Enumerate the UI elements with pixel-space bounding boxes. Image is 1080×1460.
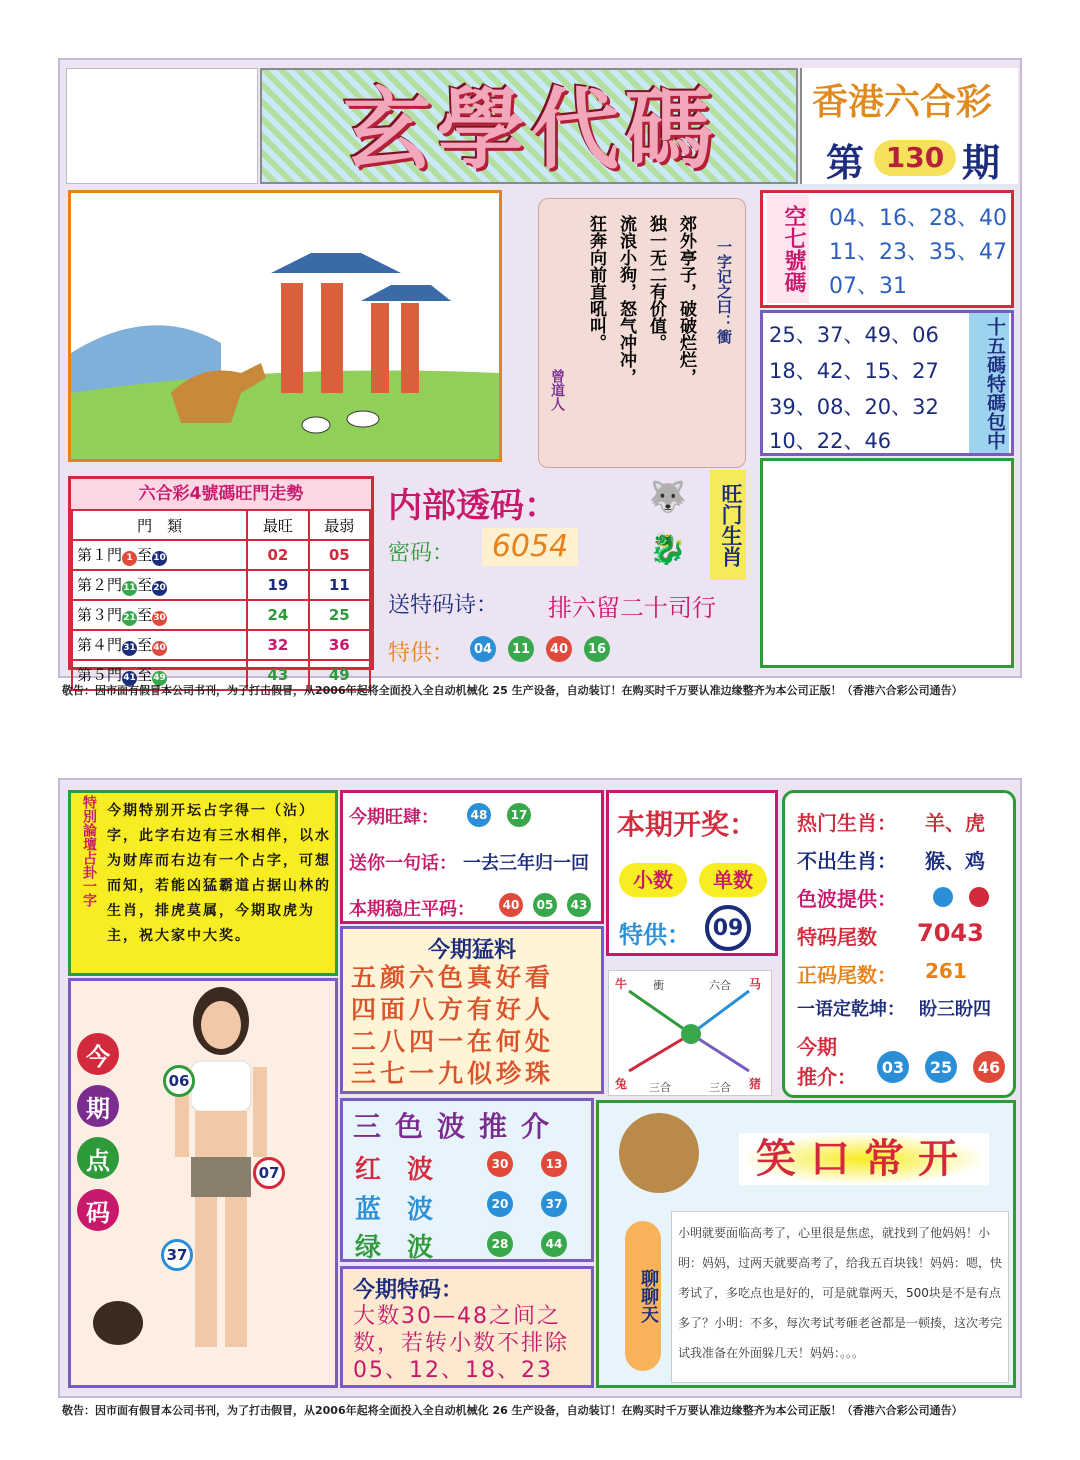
zone-cold: 49 bbox=[309, 660, 370, 690]
zone-to-ball: 40 bbox=[152, 641, 167, 656]
dianma-box bbox=[68, 978, 338, 1388]
blue-dot-icon bbox=[933, 887, 953, 907]
poem-heading: 一字记之曰：衝 bbox=[715, 239, 733, 344]
zone-to: 至 bbox=[137, 636, 153, 655]
wave-title: 三色波推介 bbox=[353, 1110, 564, 1143]
blank-corner bbox=[66, 68, 258, 184]
dianma-ball-1: 06 bbox=[163, 1065, 195, 1097]
right-info-box bbox=[782, 790, 1016, 1098]
wave-blue-label: 蓝 波 bbox=[355, 1195, 434, 1225]
zone-cell bbox=[72, 630, 247, 660]
compass-label-chong: 衝 bbox=[653, 979, 664, 992]
laugh-story: 小明就要面临高考了，心里很是焦虑，就找到了他妈妈！小明：妈妈，过两天就要高考了，给我五百块钱！妈妈：嗯，快考试了，多吃点也是好的，可是就靠两天，500块是不是有点多了？小明：不多，每次考试考砸老爸都是一顿揍，这次考完试我准备在外面躲几天！妈妈：。。。 bbox=[671, 1211, 1009, 1383]
wave-red-ball-2: 13 bbox=[541, 1151, 567, 1177]
fifteen-row-1: 25、37、49、06 bbox=[769, 323, 939, 347]
secret-code: 6054 bbox=[482, 528, 578, 566]
zone-from-ball: 41 bbox=[122, 671, 137, 686]
kongqi-row-1: 04、16、28、40 bbox=[829, 206, 1007, 231]
laugh-box bbox=[596, 1100, 1016, 1388]
poem-scroll bbox=[538, 198, 746, 468]
tema-box bbox=[340, 1266, 594, 1388]
title-banner bbox=[260, 68, 798, 184]
wave-green-ball-1: 28 bbox=[487, 1231, 513, 1257]
pingma-ball-1: 40 bbox=[499, 893, 523, 917]
zone-to: 至 bbox=[137, 546, 153, 565]
mengliao-box bbox=[340, 926, 604, 1094]
zone-name: 第１門 bbox=[77, 546, 123, 565]
inner-title: 内部透码： bbox=[388, 486, 558, 526]
kongqi-label: 空七號碼 bbox=[767, 195, 809, 303]
zone-hot: 24 bbox=[247, 600, 308, 630]
special-ball-2: 11 bbox=[508, 636, 534, 662]
dragon-icon: 🐉 bbox=[649, 532, 687, 567]
phrase-label: 送你一句话： bbox=[349, 853, 457, 874]
zone-name: 第５門 bbox=[77, 666, 123, 685]
zone-cell bbox=[72, 600, 247, 630]
zhuan-ball-1: 48 bbox=[467, 803, 491, 827]
compass-label-sanhe-2: 三合 bbox=[709, 1081, 731, 1094]
draw-box bbox=[606, 790, 778, 956]
laugh-title: 笑口常开 bbox=[739, 1133, 989, 1185]
zone-to: 至 bbox=[137, 606, 153, 625]
zone-to: 至 bbox=[137, 666, 153, 685]
special-poem: 排六留二十司行 bbox=[548, 594, 716, 622]
mengliao-title: 今期猛料 bbox=[427, 938, 516, 963]
dianma-char-3: 点 bbox=[77, 1137, 119, 1179]
zone-table-box bbox=[68, 476, 374, 685]
poem-line-2: 独一无二有价值。 bbox=[646, 215, 666, 351]
dianma-ball-3: 37 bbox=[161, 1239, 193, 1271]
tail-label: 特码尾数 bbox=[797, 925, 877, 949]
special-ball-4: 16 bbox=[584, 636, 610, 662]
hot-zodiac: 羊、虎 bbox=[925, 811, 985, 835]
kongqi-row-3: 07、31 bbox=[829, 274, 907, 299]
wave-red-label: 红 波 bbox=[355, 1155, 434, 1185]
wave-red-ball-1: 30 bbox=[487, 1151, 513, 1177]
wave-blue-ball-2: 37 bbox=[541, 1191, 567, 1217]
issue-prefix: 第 bbox=[826, 141, 865, 185]
mengliao-line-2: 四面八方有好人 bbox=[351, 995, 555, 1024]
compass-label-sanhe-1: 三合 bbox=[649, 1081, 671, 1094]
zone-from-ball: 21 bbox=[122, 611, 137, 626]
zone-hot: 32 bbox=[247, 630, 308, 660]
zone-name: 第３門 bbox=[77, 606, 123, 625]
draw-tag-1: 小数 bbox=[619, 863, 687, 897]
recommend-ball-1: 03 bbox=[877, 1051, 909, 1083]
recommend-ball-2: 25 bbox=[925, 1051, 957, 1083]
zone-hot: 19 bbox=[247, 570, 308, 600]
tail-value: 7043 bbox=[917, 919, 984, 947]
dianma-char-4: 码 bbox=[77, 1189, 119, 1231]
draw-tag-2: 单数 bbox=[699, 863, 767, 897]
top-notice: 敬告：因市面有假冒本公司书刊，为了打击假冒，从2006年起将全面投入全自动机械化 25 生产设备，自动装订！在购买时千万要认准边缘整齐为本公司正版！（香港六合彩公司通告） bbox=[62, 684, 963, 697]
zone-from-ball: 31 bbox=[122, 641, 137, 656]
zone-to: 至 bbox=[137, 576, 153, 595]
zone-to-ball: 49 bbox=[152, 671, 167, 686]
recommend-label-1: 今期 bbox=[797, 1035, 837, 1059]
mouse-icon bbox=[93, 1301, 143, 1345]
compass-label-pig: 猪 bbox=[749, 1077, 762, 1091]
forum-box bbox=[68, 790, 338, 976]
zone-to-ball: 10 bbox=[152, 551, 167, 566]
yiyu-value: 盼三盼四 bbox=[919, 999, 991, 1020]
fifteen-row-4: 10、22、46 bbox=[769, 429, 892, 453]
fifteen-row-3: 39、08、20、32 bbox=[769, 395, 939, 419]
recommend-label-2: 推介： bbox=[797, 1065, 857, 1089]
zone-header-cold: 最弱 bbox=[309, 510, 370, 540]
brand-box bbox=[800, 68, 1018, 184]
wave-blue-ball-1: 20 bbox=[487, 1191, 513, 1217]
zone-header-hot: 最旺 bbox=[247, 510, 308, 540]
zone-header-type: 門 類 bbox=[72, 510, 247, 540]
compass-label-horse: 马 bbox=[749, 977, 762, 991]
special-label: 特供： bbox=[388, 641, 455, 666]
wave-box bbox=[340, 1098, 594, 1262]
zhuan-label: 今期旺肆： bbox=[349, 807, 439, 828]
special-ball-3: 40 bbox=[546, 636, 572, 662]
mengliao-line-3: 二八四一在何处 bbox=[351, 1027, 555, 1056]
code-label: 密码： bbox=[388, 541, 455, 566]
zone-row bbox=[72, 600, 370, 630]
pingma-ball-3: 43 bbox=[567, 893, 591, 917]
zone-hot: 43 bbox=[247, 660, 308, 690]
special-ball-1: 04 bbox=[470, 636, 496, 662]
forum-text: 今期特别开坛占字得一（沾）字，此字右边有三水相伴，以水为财库而右边有一个占字，可想而知，若能凶猛霸道占据山林的生肖，排虎莫属，今期取虎为主，祝大家中大奖。 bbox=[107, 803, 331, 944]
poem-line-1: 郊外亭子，破破烂烂， bbox=[676, 215, 696, 385]
zone-cold: 25 bbox=[309, 600, 370, 630]
zone-row bbox=[72, 540, 370, 570]
issue-suffix: 期 bbox=[962, 141, 1001, 185]
compass-label-liuhe: 六合 bbox=[709, 979, 731, 992]
dianma-char-2: 期 bbox=[77, 1085, 119, 1127]
zheng-label: 正码尾数： bbox=[797, 963, 897, 987]
tema-title: 今期特码： bbox=[353, 1278, 464, 1303]
mengliao-line-4: 三七一九似珍珠 bbox=[351, 1059, 555, 1088]
zone-from-ball: 11 bbox=[122, 581, 137, 596]
fifteen-box bbox=[760, 310, 1014, 456]
dianma-char-1: 今 bbox=[77, 1033, 119, 1075]
fifteen-label: 十五碼特碼包中 bbox=[969, 313, 1009, 453]
temple-illustration bbox=[68, 190, 502, 462]
tips-box bbox=[340, 790, 604, 924]
cold-zodiac: 猴、鸡 bbox=[925, 849, 985, 873]
cold-zodiac-label: 不出生肖： bbox=[797, 849, 897, 873]
draw-special-ball: 09 bbox=[705, 905, 751, 951]
pingma-label: 本期稳庄平码： bbox=[349, 899, 475, 920]
poem-line-4: 狂奔向前直吼叫。 bbox=[586, 215, 606, 351]
tema-text: 大数30—48之间之数，若转小数不排除05、12、18、23 bbox=[353, 1304, 570, 1383]
draw-special-label: 特供： bbox=[619, 921, 691, 949]
zone-name: 第２門 bbox=[77, 576, 123, 595]
zone-row bbox=[72, 630, 370, 660]
zhuan-ball-2: 17 bbox=[507, 803, 531, 827]
poem-label: 送特码诗： bbox=[388, 593, 499, 618]
zone-cold: 11 bbox=[309, 570, 370, 600]
temple-dog-drawing bbox=[71, 193, 499, 459]
bottom-page bbox=[58, 778, 1022, 1398]
bottom-notice: 敬告：因市面有假冒本公司书刊，为了打击假冒，从2006年起将全面投入全自动机械化 26 生产设备，自动装订！在购买时千万要认准边缘整齐为本公司正版！（香港六合彩公司通告） bbox=[62, 1404, 963, 1417]
pingma-ball-2: 05 bbox=[533, 893, 557, 917]
zone-cell bbox=[72, 570, 247, 600]
dianma-ball-2: 07 bbox=[253, 1157, 285, 1189]
draw-title: 本期开奖： bbox=[617, 808, 758, 841]
zone-cell bbox=[72, 540, 247, 570]
zone-name: 第４門 bbox=[77, 636, 123, 655]
lucky-zodiac-label: 旺门生肖 bbox=[710, 470, 746, 580]
wave-green-label: 绿 波 bbox=[355, 1233, 434, 1263]
zone-to-ball: 20 bbox=[152, 581, 167, 596]
compass-label-rabbit: 兔 bbox=[615, 1077, 628, 1091]
monkey-icon bbox=[619, 1113, 699, 1193]
zone-to-ball: 30 bbox=[152, 611, 167, 626]
zone-from-ball: 1 bbox=[122, 551, 137, 566]
red-dot-icon bbox=[969, 887, 989, 907]
zone-table-title: 六合彩4號碼旺門走勢 bbox=[71, 479, 371, 509]
fifteen-row-2: 18、42、15、27 bbox=[769, 359, 939, 383]
kongqi-row-2: 11、23、35、47 bbox=[829, 240, 1007, 265]
zone-table-wrap bbox=[71, 509, 371, 691]
phrase-text: 一去三年归一回 bbox=[463, 853, 589, 874]
wave-green-ball-2: 44 bbox=[541, 1231, 567, 1257]
color-wave-label: 色波提供： bbox=[797, 887, 897, 911]
zone-table bbox=[71, 509, 371, 691]
mengliao-line-1: 五颜六色真好看 bbox=[351, 963, 555, 992]
compass-label-ox: 牛 bbox=[615, 977, 628, 991]
brand-name: 香港六合彩 bbox=[812, 81, 993, 123]
issue-number: 130 bbox=[874, 140, 956, 176]
zheng-value: 261 bbox=[925, 959, 967, 983]
kongqi-box bbox=[760, 190, 1014, 308]
poem-signature: 曾道人 bbox=[549, 369, 565, 411]
compass-box bbox=[608, 970, 772, 1096]
inner-code-box bbox=[378, 470, 754, 670]
top-page bbox=[58, 58, 1022, 685]
hot-zodiac-label: 热门生肖： bbox=[797, 811, 897, 835]
poem-line-3: 流浪小狗，怒气冲冲， bbox=[616, 215, 636, 385]
yiyu-label: 一语定乾坤： bbox=[797, 999, 905, 1020]
zone-row bbox=[72, 570, 370, 600]
forum-side-label: 特別論壇占卦一字 bbox=[81, 795, 97, 907]
zone-cold: 05 bbox=[309, 540, 370, 570]
zone-cold: 36 bbox=[309, 630, 370, 660]
zone-hot: 02 bbox=[247, 540, 308, 570]
laugh-side: 聊聊天 bbox=[625, 1221, 661, 1371]
page-title: 玄學代碼 bbox=[342, 77, 719, 181]
wolf-icon: 🐺 bbox=[649, 480, 687, 515]
recommend-ball-3: 46 bbox=[973, 1051, 1005, 1083]
blank-green-box bbox=[760, 458, 1014, 668]
